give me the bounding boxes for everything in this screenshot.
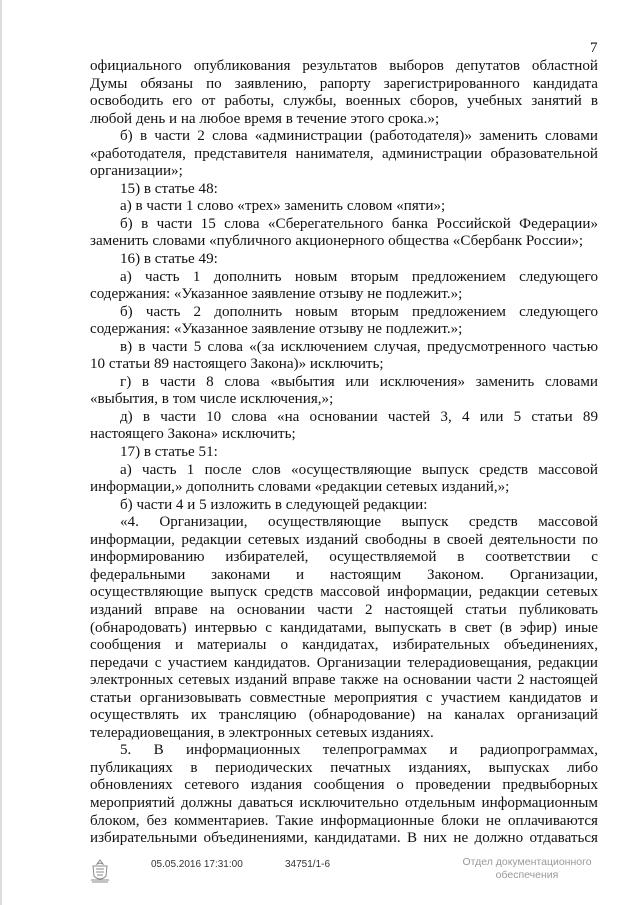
footer-document-number: 34751/1-6 [285, 859, 331, 870]
text-line: блоком, без комментариев. Такие информационные блоки не оплачиваются [90, 812, 598, 829]
text-line: содержания: «Указанное заявление отзыву не подлежит.»; [90, 286, 463, 303]
text-line: 5. В информационных телепрограммах и радиопрограммах, [120, 742, 598, 759]
text-line: передачи с участием кандидатов. Организации телерадиовещания, редакции [90, 654, 598, 671]
text-line: любой день и на любое время в течение этого срока.»; [90, 110, 440, 127]
text-line: д) в части 10 слова «на основании частей 3, 4 или 5 статьи 89 [120, 408, 598, 425]
page-number: 7 [590, 40, 598, 56]
footer-timestamp: 05.05.2016 17:31:00 [151, 859, 243, 870]
text-line: публикациях в периодических печатных изданиях, выпусках либо [90, 759, 598, 776]
scan-edge [0, 0, 2, 905]
text-line: а) в части 1 слово «трех» заменить словом «пяти»; [120, 198, 446, 215]
text-line: официального опубликования результатов выборов депутатов областной [90, 58, 598, 74]
text-line: электронных сетевых изданий вправе также на основании части 2 настоящей [90, 672, 598, 689]
text-line: 16) в статье 49: [120, 251, 218, 268]
text-line: телерадиовещания, в электронных сетевых изданиях. [90, 724, 434, 741]
text-line: б) в части 15 слова «Сберегательного банка Российской Федерации» [120, 215, 598, 232]
coat-of-arms-icon [88, 858, 112, 889]
text-line: а) часть 1 после слов «осуществляющие выпуск средств массовой [120, 461, 598, 478]
text-line: мероприятий должны даваться исключительно отдельным информационным [90, 794, 598, 811]
text-line: информированию избирателей, осуществляемой в соответствии с [90, 549, 598, 566]
text-line: г) в части 8 слова «выбытия или исключения» заменить словами [120, 373, 598, 390]
text-line: статьи организовывать совместные мероприятия с участием кандидатов и [90, 689, 598, 706]
text-line: федеральными законами и настоящим Законом. Организации, [90, 566, 598, 583]
document-footer [0, 858, 640, 888]
text-line: б) в части 2 слова «администрации (работодателя)» заменить словами [120, 128, 598, 145]
text-line: освободить его от работы, службы, военных сборов, учебных занятий в [90, 93, 598, 110]
text-line: (обнародовать) интервью с кандидатами, выпускать в свет (в эфир) иные [90, 619, 598, 636]
text-line: «4. Организации, осуществляющие выпуск средств массовой [120, 514, 598, 531]
text-line: осуществлять их трансляцию (обнародование) на каналах организаций [90, 707, 598, 724]
text-line: б) части 4 и 5 изложить в следующей редакции: [120, 496, 428, 513]
department-stamp [452, 856, 602, 882]
text-line: «выбытия, в том числе исключения,»; [90, 391, 334, 408]
text-line: 10 статьи 89 настоящего Закона)» исключить; [90, 356, 384, 373]
document-body [90, 58, 598, 848]
text-line: 15) в статье 48: [120, 180, 218, 197]
department-stamp-line: обеспечения [495, 869, 559, 881]
text-line: 17) в статье 51: [120, 444, 218, 461]
text-line: заменить словами «публичного акционерного общества «Сбербанк России»; [90, 233, 584, 250]
text-line: обновлениях сетевого издания сообщения о проведении предвыборных [90, 777, 598, 794]
text-line: в) в части 5 слова «(за исключением случая, предусмотренного частью [120, 338, 598, 355]
text-line: содержания: «Указанное заявление отзыву не подлежит.»; [90, 321, 463, 338]
text-line: настоящего Закона» исключить; [90, 426, 296, 443]
text-line: информации,» дополнить словами «редакции сетевых изданий,»; [90, 479, 510, 496]
text-line: «работодателя, представителя нанимателя, администрации образовательной [90, 145, 598, 162]
text-line: а) часть 1 дополнить новым вторым предложением следующего [120, 268, 598, 285]
text-line: Думы обязаны по заявлению, рапорту зарегистрированного кандидата [90, 75, 598, 92]
text-line: осуществляющие выпуск средств массовой информации, редакции сетевых [90, 584, 598, 601]
text-line: избирательными объединениями, кандидатами. В них не должно отдаваться [90, 830, 598, 847]
text-line: сообщения и материалы о кандидатах, избирательных объединениях, [90, 637, 598, 654]
text-line: б) часть 2 дополнить новым вторым предложением следующего [120, 303, 598, 320]
text-line: изданий вправе на основании части 2 настоящей статьи публиковать [90, 601, 598, 618]
text-line: организации»; [90, 163, 183, 180]
department-stamp-line: Отдел документационного [462, 856, 592, 868]
text-line: информации, редакции сетевых изданий свободны в своей деятельности по [90, 531, 598, 548]
